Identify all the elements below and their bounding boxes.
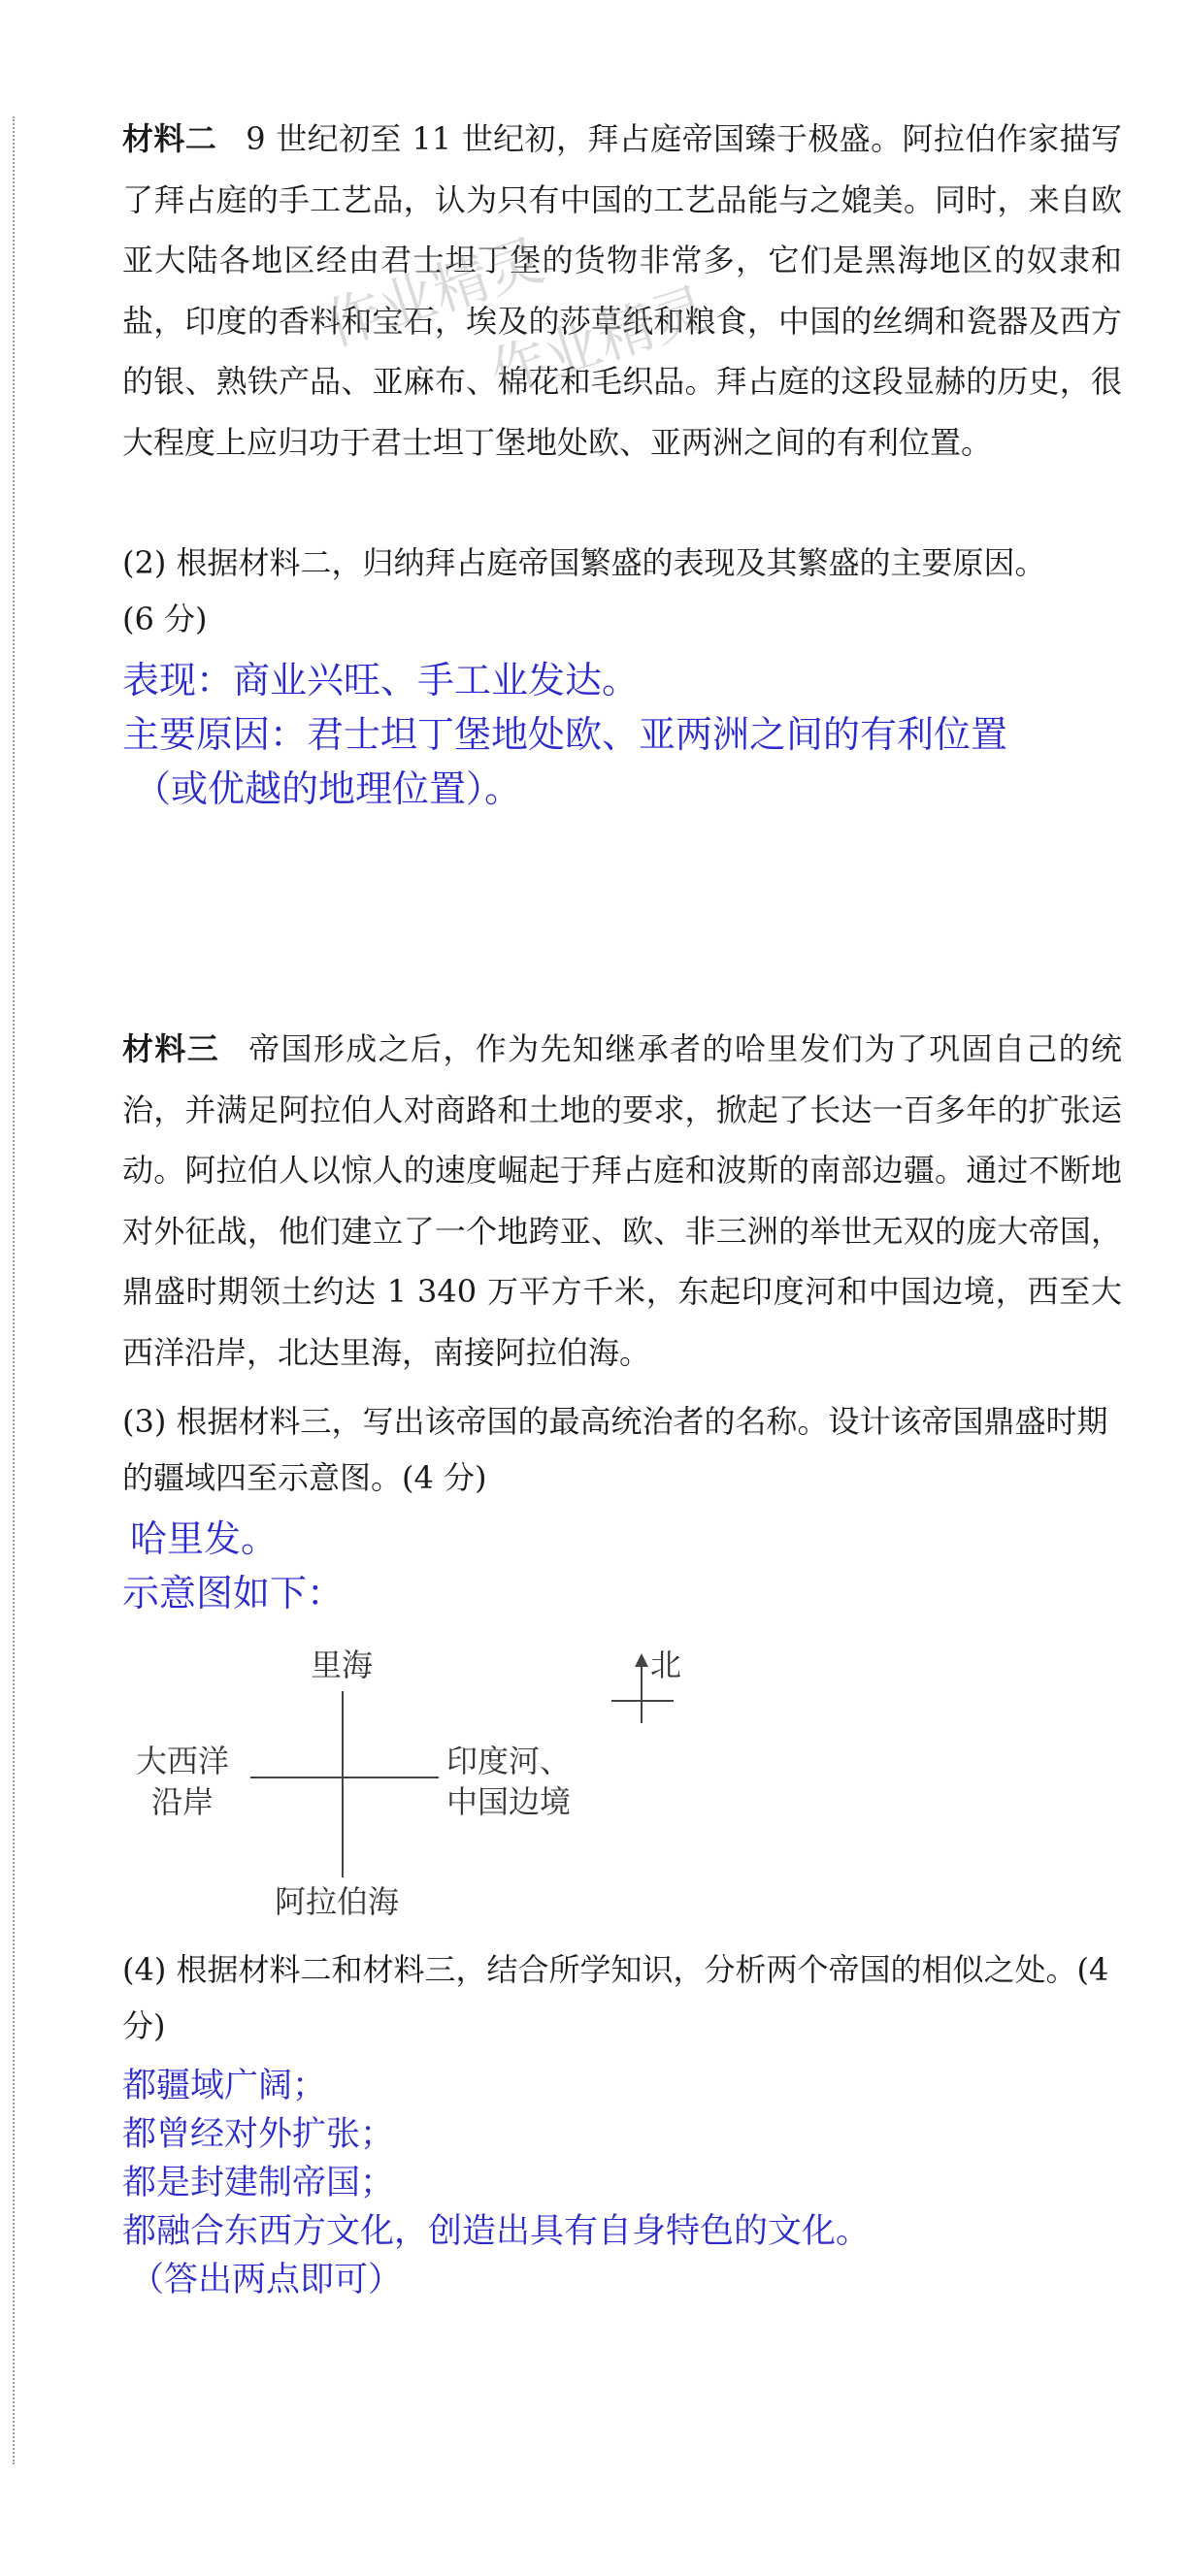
answer-two-reason-alt: （或优越的地理位置）。 [134, 767, 522, 810]
map-west-label-1: 大西洋 [136, 1743, 230, 1779]
material-three [122, 1019, 1122, 1383]
answer-four-item: 都疆域广阔； [122, 2067, 327, 2105]
question-three [122, 1393, 1122, 1620]
map-south-label: 阿拉伯海 [275, 1883, 400, 1920]
margin-dotted-line [13, 116, 15, 2464]
answer-four-note: （答出两点即可） [130, 2261, 403, 2299]
map-east-label-1: 印度河、 [446, 1743, 572, 1779]
material-three-text: 帝国形成之后，作为先知继承者的哈里发们为了巩固自己的统治，并满足阿拉伯人对商路和土地的要求，掀起了长达一百多年的扩张运动。阿拉伯人以惊人的速度崛起于拜占庭和波斯的南部边疆。通过不断地对外征战，他们建立了一个地跨亚、欧、非三洲的举世无双的庞大帝国，鼎盛时期领土约达 1 340 万平方千米，东起印度河和中国边境，西至大西洋沿岸，北达里海，南接阿拉伯海。 [122, 1030, 1122, 1371]
answer-four-item: 都曾经对外扩张； [122, 2115, 395, 2154]
material-three-paragraph [122, 1019, 1122, 1383]
map-vertical-axis [342, 1691, 344, 1877]
answer-two-reason: 主要原因：君士坦丁堡地处欧、亚两洲之间的有利位置 [122, 713, 1008, 756]
question-two-points: (6 分) [122, 601, 208, 637]
question-four-text: (4) 根据材料二和材料三，结合所学知识，分析两个帝国的相似之处。(4 分) [122, 1951, 1109, 2044]
map-north-label: 里海 [311, 1647, 374, 1683]
answer-four-item: 都是封建制帝国； [122, 2164, 395, 2202]
watermark-logo-2: 作业精灵 [481, 275, 717, 408]
answer-two-performance: 表现：商业兴旺、手工业发达。 [122, 659, 640, 701]
compass-horizontal [611, 1700, 674, 1702]
question-two-text: (2) 根据材料二，归纳拜占庭帝国繁盛的表现及其繁盛的主要原因。 [122, 544, 1046, 581]
compass-vertical [641, 1661, 643, 1723]
answer-four-item: 都融合东西方文化，创造出具有自身特色的文化。 [122, 2212, 871, 2251]
material-three-label: 材料三 [122, 1030, 220, 1067]
question-three-text: (3) 根据材料三，写出该帝国的最高统治者的名称。设计该帝国鼎盛时期的疆域四至示意图。(4 分) [122, 1403, 1108, 1496]
map-east-label-2: 中国边境 [446, 1783, 572, 1820]
map-west-label-2: 沿岸 [151, 1783, 214, 1820]
material-two-text: 9 世纪初至 11 世纪初，拜占庭帝国臻于极盛。阿拉伯作家描写了拜占庭的手工艺品，认为只有中国的工艺品能与之媲美。同时，来自欧亚大陆各地区经由君士坦丁堡的货物非常多，它们是黑海地区的奴隶和盐，印度的香料和宝石，埃及的莎草纸和粮食，中国的丝绸和瓷器及西方的银、熟铁产品、亚麻布、棉花和毛织品。拜占庭的这段显赫的历史，很大程度上应归功于君士坦丁堡地处欧、亚两洲之间的有利位置。 [122, 120, 1122, 461]
map-horizontal-axis [250, 1777, 439, 1778]
answer-three-title: 哈里发。 [130, 1517, 279, 1560]
answer-three-diagram-intro: 示意图如下： [122, 1572, 345, 1614]
watermark-logo: 作业精灵 [316, 226, 552, 359]
material-two-label: 材料二 [122, 120, 217, 157]
north-arrow-icon [635, 1653, 648, 1667]
question-two [122, 535, 1122, 816]
question-four [122, 1941, 1122, 2304]
compass-north-label: 北 [650, 1647, 682, 1683]
